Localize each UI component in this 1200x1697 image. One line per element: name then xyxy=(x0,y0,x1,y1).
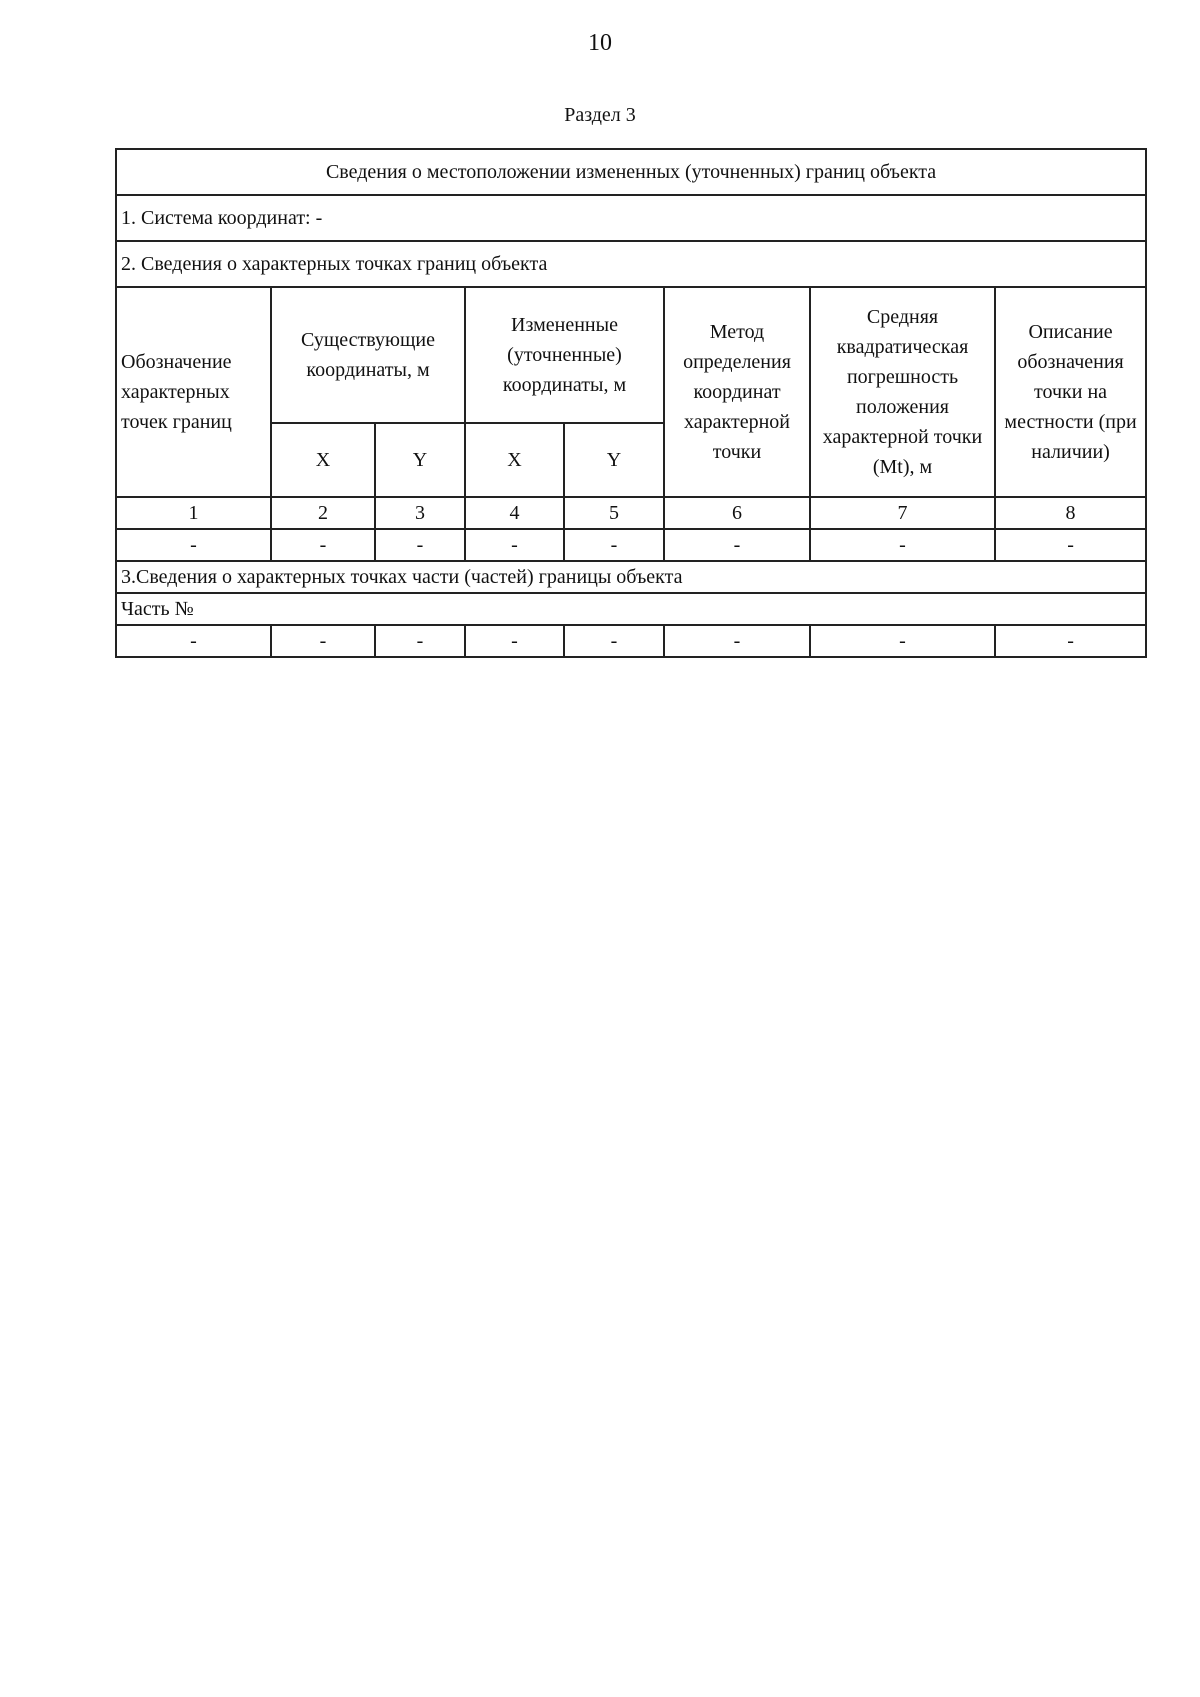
table-cell: - xyxy=(664,625,810,657)
table-cell: - xyxy=(995,625,1146,657)
header-mean-error: Средняя квадратическая погрешность положения характерной точки (Mt), м xyxy=(810,287,995,497)
table-cell: - xyxy=(465,625,564,657)
column-number: 1 xyxy=(116,497,271,529)
table-row xyxy=(116,529,1146,561)
column-number-row xyxy=(116,497,1146,529)
column-number: 4 xyxy=(465,497,564,529)
table-cell: - xyxy=(664,529,810,561)
boundary-points-table xyxy=(115,148,1147,658)
header-changed-y: Y xyxy=(564,423,664,497)
header-existing-x: X xyxy=(271,423,375,497)
boundary-points-heading: 2. Сведения о характерных точках границ объекта xyxy=(116,241,1146,287)
table-cell: - xyxy=(116,625,271,657)
header-changed-coordinates: Измененные (уточненные) координаты, м xyxy=(465,287,664,423)
header-designation: Обозначение характерных точек границ xyxy=(116,287,271,497)
column-number: 5 xyxy=(564,497,664,529)
header-changed-x: X xyxy=(465,423,564,497)
header-description: Описание обозначения точки на местности (при наличии) xyxy=(995,287,1146,497)
table-cell: - xyxy=(116,529,271,561)
table-cell: - xyxy=(564,625,664,657)
page-number: 10 xyxy=(588,30,612,56)
table-cell: - xyxy=(995,529,1146,561)
part-number-label: Часть № xyxy=(116,593,1146,625)
header-method: Метод определения координат характерной точки xyxy=(664,287,810,497)
part-points-heading: 3.Сведения о характерных точках части (частей) границы объекта xyxy=(116,561,1146,593)
table-banner: Сведения о местоположении измененных (уточненных) границ объекта xyxy=(116,149,1146,195)
coordinate-system-row: 1. Система координат: - xyxy=(116,195,1146,241)
column-number: 6 xyxy=(664,497,810,529)
table-cell: - xyxy=(375,625,465,657)
column-number: 2 xyxy=(271,497,375,529)
column-number: 7 xyxy=(810,497,995,529)
table-cell: - xyxy=(271,625,375,657)
section-title: Раздел 3 xyxy=(564,104,636,126)
table-cell: - xyxy=(564,529,664,561)
table-cell: - xyxy=(375,529,465,561)
column-number: 8 xyxy=(995,497,1146,529)
header-existing-y: Y xyxy=(375,423,465,497)
table-cell: - xyxy=(810,529,995,561)
column-number: 3 xyxy=(375,497,465,529)
table-row xyxy=(116,625,1146,657)
table-cell: - xyxy=(271,529,375,561)
table-cell: - xyxy=(810,625,995,657)
header-existing-coordinates: Существующие координаты, м xyxy=(271,287,465,423)
table-cell: - xyxy=(465,529,564,561)
